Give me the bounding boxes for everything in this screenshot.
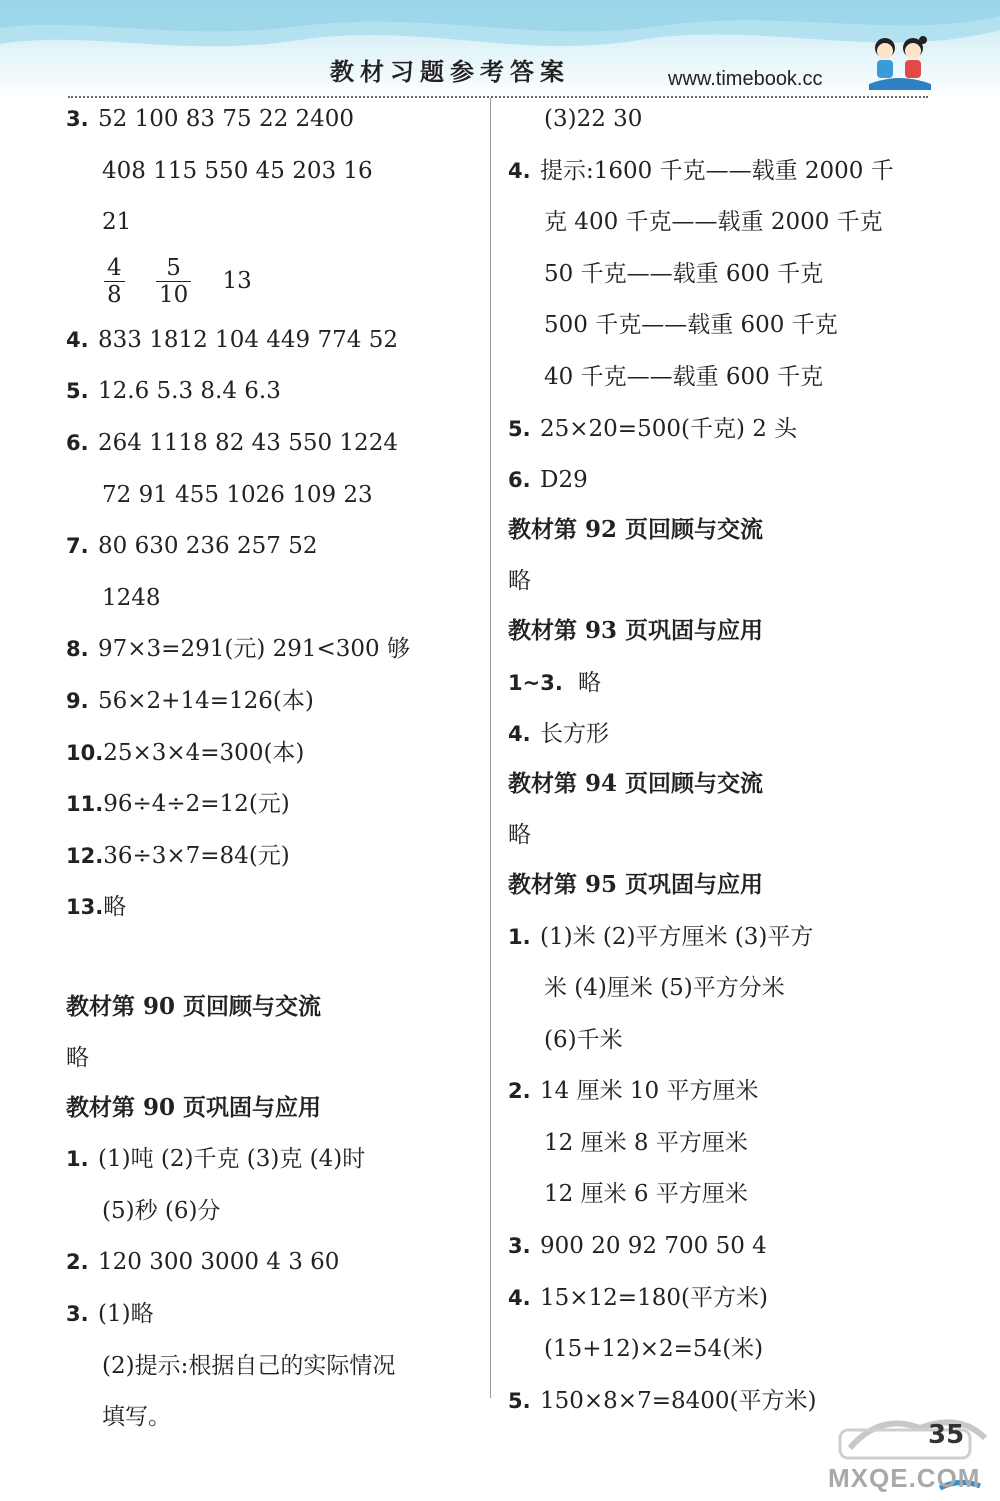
- answer-line: [66, 100, 486, 152]
- answer-line: [508, 918, 938, 970]
- answer-line: [508, 715, 938, 767]
- answer-text: (1)略: [98, 1301, 154, 1328]
- answer-text: 97×3=291(元) 291<300 够: [98, 636, 410, 663]
- column-divider: [490, 98, 491, 1398]
- answer-text: 120 300 3000 4 3 60: [98, 1249, 340, 1276]
- answer-text: 12 厘米 8 平方厘米: [544, 1129, 748, 1156]
- answer-line: [508, 969, 938, 1021]
- answer-line: [66, 1243, 486, 1295]
- answer-line: [508, 816, 938, 868]
- section-heading: 教材第 92 页回顾与交流: [508, 515, 764, 543]
- answer-text: (5)秒 (6)分: [102, 1197, 221, 1224]
- question-number: 4.: [508, 722, 531, 747]
- answer-text: 13: [222, 268, 252, 295]
- answer-text: 52 100 83 75 22 2400: [98, 106, 355, 132]
- answer-text: (1)吨 (2)千克 (3)克 (4)时: [98, 1146, 366, 1173]
- answer-text: 米 (4)厘米 (5)平方分米: [544, 975, 785, 1002]
- answer-line: [66, 476, 486, 528]
- answer-line: [508, 358, 938, 410]
- answer-text: 12 厘米 6 平方厘米: [544, 1181, 748, 1208]
- answer-text: 408 115 550 45 203 16: [102, 157, 373, 184]
- answer-text: 96÷4÷2=12(元): [103, 791, 290, 818]
- question-number: 7.: [66, 534, 89, 559]
- answer-text: 14 厘米 10 平方厘米: [540, 1078, 759, 1105]
- answer-line: [508, 1072, 938, 1124]
- header-url: www.timebook.cc: [668, 68, 823, 90]
- answer-text: 略: [508, 568, 531, 595]
- answer-line: [508, 1124, 938, 1176]
- answer-line: [66, 152, 486, 204]
- answer-line: [508, 410, 938, 462]
- question-number: 10.: [66, 740, 104, 765]
- answer-text: 填写。: [102, 1404, 171, 1431]
- question-number: 3.: [66, 107, 89, 131]
- answer-line: [66, 734, 486, 786]
- answer-text: 12.6 5.3 8.4 6.3: [98, 378, 281, 405]
- answer-text: 15×12=180(平方米): [540, 1284, 768, 1311]
- answer-line: [66, 527, 486, 579]
- page-number: 35: [928, 1420, 965, 1450]
- answer-line: [66, 424, 486, 476]
- question-number: 8.: [66, 637, 89, 662]
- section-heading: 教材第 90 页回顾与交流: [66, 992, 322, 1020]
- answer-line: [66, 837, 486, 889]
- answer-text: 500 千克——载重 600 千克: [544, 312, 838, 339]
- question-number: 11.: [66, 792, 104, 817]
- answer-text: (15+12)×2=54(米): [544, 1336, 764, 1363]
- header-title: 教材习题参考答案: [330, 58, 570, 86]
- watermark-text: MXQE.COM: [828, 1463, 981, 1493]
- page-header: [0, 0, 1000, 100]
- answer-text: 150×8×7=8400(平方米): [540, 1387, 817, 1414]
- answer-line: [508, 1175, 938, 1227]
- answer-text: 900 20 92 700 50 4: [540, 1233, 767, 1260]
- right-column: [508, 100, 938, 1433]
- answer-line: [508, 1330, 938, 1382]
- question-number: 4.: [66, 327, 89, 352]
- answer-line: [66, 1295, 486, 1347]
- answer-text: 略: [66, 1045, 89, 1072]
- answer-text: 80 630 236 257 52: [98, 533, 318, 560]
- question-number: 5.: [508, 416, 531, 441]
- answer-text: 72 91 455 1026 109 23: [102, 481, 373, 508]
- question-number: 5.: [66, 379, 89, 404]
- answer-line: [508, 306, 938, 358]
- question-number: 3.: [508, 1234, 531, 1259]
- answer-line: [66, 888, 486, 940]
- answer-text: 长方形: [540, 721, 609, 748]
- answer-line: [508, 255, 938, 307]
- question-number: 9.: [66, 688, 89, 713]
- question-number: 2.: [508, 1079, 531, 1104]
- answer-text: (1)米 (2)平方厘米 (3)平方: [540, 923, 814, 950]
- answer-line: [66, 682, 486, 734]
- question-number: 13.: [66, 895, 104, 920]
- answer-line: [66, 630, 486, 682]
- answer-text: 25×20=500(千克) 2 头: [540, 415, 798, 442]
- answer-text: 40 千克——载重 600 千克: [544, 363, 824, 390]
- left-column: [66, 100, 486, 1450]
- question-number: 3.: [66, 1302, 89, 1327]
- answer-text: 264 1118 82 43 550 1224: [98, 429, 398, 456]
- fraction: $\frac{4}{8}$: [104, 255, 125, 308]
- cartoon-kids-icon: [865, 34, 935, 94]
- question-number: 5.: [508, 1388, 531, 1413]
- fraction: $\frac{5}{10}$: [156, 255, 191, 308]
- answer-text: 833 1812 104 449 774 52: [98, 326, 398, 353]
- question-number: 12.: [66, 843, 104, 868]
- question-number: 1.: [66, 1147, 89, 1172]
- answer-text: 提示:1600 千克——载重 2000 千: [540, 157, 894, 184]
- section-heading: 教材第 95 页巩固与应用: [508, 870, 764, 898]
- answer-line: [508, 203, 938, 255]
- answer-text: 21: [102, 209, 132, 236]
- answer-text: (6)千米: [544, 1026, 623, 1053]
- answer-line: [66, 372, 486, 424]
- answer-line: [508, 664, 938, 716]
- answer-text: D29: [540, 467, 588, 494]
- answer-line: [508, 1021, 938, 1073]
- question-number: 6.: [66, 430, 89, 455]
- answer-text: 25×3×4=300(本): [103, 739, 305, 766]
- answer-text: (3)22 30: [544, 106, 643, 132]
- spacer: [66, 940, 486, 990]
- header-dotted-rule: [68, 96, 928, 98]
- answer-text: 1248: [102, 584, 161, 611]
- answer-text: 36÷3×7=84(元): [103, 842, 290, 869]
- answer-line: [66, 1398, 486, 1450]
- answer-line: [508, 562, 938, 614]
- question-number: 4.: [508, 158, 531, 183]
- answer-line: [66, 579, 486, 631]
- answer-line: [66, 321, 486, 373]
- fraction-row: [66, 255, 486, 321]
- question-number: 2.: [66, 1250, 89, 1275]
- question-number: 1.: [508, 924, 531, 949]
- question-number: 4.: [508, 1285, 531, 1310]
- answer-line: [66, 785, 486, 837]
- answer-text: 略: [508, 822, 531, 849]
- answer-text: 略: [578, 669, 601, 696]
- answer-line: [66, 203, 486, 255]
- answer-line: [508, 1279, 938, 1331]
- answer-line: [66, 1347, 486, 1399]
- answer-line: [66, 1039, 486, 1091]
- answer-line: [66, 1140, 486, 1192]
- answer-text: 略: [103, 894, 127, 921]
- answer-line: [508, 152, 938, 204]
- answer-line: [508, 100, 938, 152]
- answer-line: [508, 1227, 938, 1279]
- answer-text: (2)提示:根据自己的实际情况: [102, 1352, 396, 1379]
- answer-line: [66, 1192, 486, 1244]
- section-heading: 教材第 90 页巩固与应用: [66, 1093, 322, 1121]
- answer-text: 克 400 千克——载重 2000 千克: [544, 209, 883, 236]
- question-number: 6.: [508, 468, 531, 493]
- question-number: 1~3.: [508, 670, 563, 695]
- answer-text: 56×2+14=126(本): [98, 687, 314, 714]
- answer-text: 50 千克——载重 600 千克: [544, 260, 824, 287]
- section-heading: 教材第 93 页巩固与应用: [508, 616, 764, 644]
- section-heading: 教材第 94 页回顾与交流: [508, 769, 764, 797]
- answer-line: [508, 461, 938, 513]
